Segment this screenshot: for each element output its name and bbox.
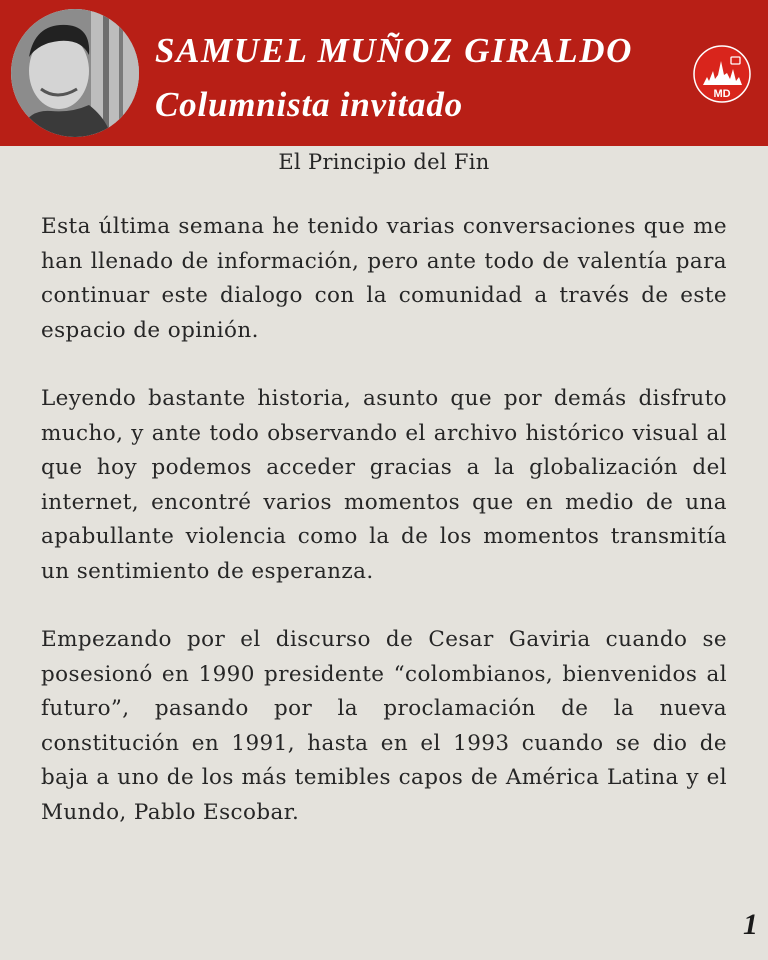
article-paragraph: Empezando por el discurso de Cesar Gaviria cuando se posesionó en 1990 presidente “colombianos, bienvenidos al futuro”, pasando por la proclamación de la nueva constitución en 1991, hasta en el 1993 cuando se dio de baja a uno de los más temibles capos de América Latina y el Mundo, Pablo Escobar. [41,627,727,825]
md-logo-icon [693,45,751,103]
md-logo [693,45,751,103]
author-photo [11,9,139,137]
article-paragraph: Esta última semana he tenido varias conversaciones que me han llenado de información, pero ante todo de valentía para continuar este dialogo con la comunidad a través de este espacio de opinión. [41,214,727,343]
author-name: SAMUEL MUÑOZ GIRALDO [155,31,633,70]
author-avatar [11,9,139,137]
header-banner [0,0,768,146]
page-number: 1 [743,908,758,941]
article-body [41,210,727,864]
md-logo-text: MD [713,88,731,100]
article-paragraph: Leyendo bastante historia, asunto que por demás disfruto mucho, y ante todo observando el archivo histórico visual al que hoy podemos acceder gracias a la globalización del internet, encontré varios momentos que en medio de una apabullante violencia como la de los momentos transmitía un sentimiento de esperanza. [41,386,727,584]
author-role: Columnista invitado [155,85,463,124]
article-title: El Principio del Fin [278,150,490,174]
